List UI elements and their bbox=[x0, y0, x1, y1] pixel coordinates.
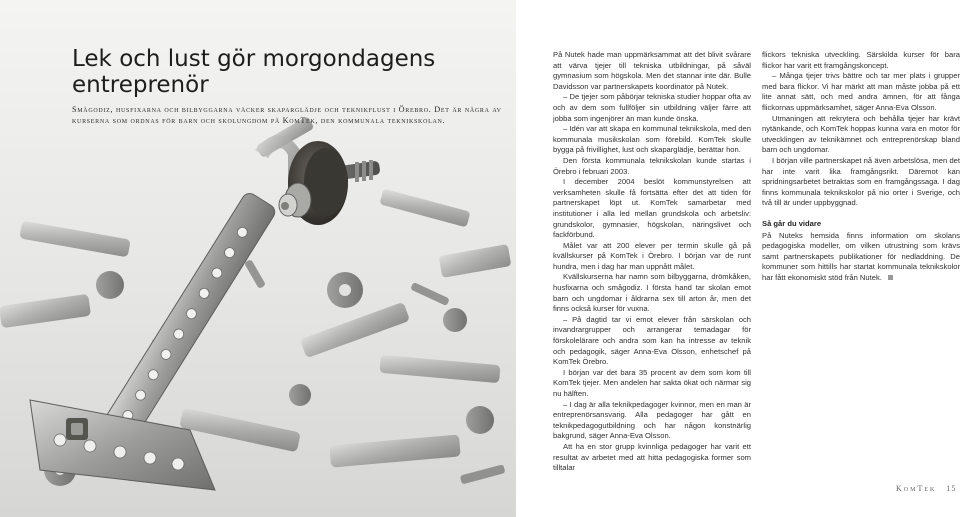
paragraph: Att ha en stor grupp kvinnliga pedagoger har varit ett resultat av arbetet med att hitta pedagogiska former som tilltalar bbox=[553, 441, 751, 473]
paragraph: – På dagtid tar vi emot elever från särskolan och invandrargrupper och arrangerar temadagar för förskolelärare och andra som kan ha intresse av teknik och pedagogik, säger Anna-Eva Olsson, enhetschef på KomTek Örebro. bbox=[553, 314, 751, 367]
article-headline: Lek och lust gör morgondagens entreprenör bbox=[72, 46, 436, 98]
article-deck: Smågodiz, husfixarna och bilbyggarna väcker skaparglädje och teknikflust i Örebro. Det är några av kurserna som ordnas för barn och skolungdom på KomTek, den kommunala teknikskolan. bbox=[72, 105, 502, 125]
paragraph: I december 2004 beslöt kommunstyrelsen att verksamheten skulle få fortsätta efter det att tiden för partnerskapet löpt ut. KomTek samarbetar med institutioner i alla led mellan grundskola och arbetsliv: grundskolor, gymnasier, högskolan, näringslivet och fackförbund. bbox=[553, 177, 751, 240]
subheading: Så går du vidare bbox=[762, 218, 822, 228]
paragraph: – De tjejer som påbörjar tekniska studier hoppar ofta av och av dem som fullföljer sin utbildning väljer färre att jobba som ingenjörer än man kunde önska. bbox=[553, 92, 751, 123]
paragraph: flickors tekniska utveckling. Särskilda kurser för bara flickor har varit ett framgångskoncept. bbox=[762, 50, 960, 70]
text-page bbox=[516, 0, 960, 517]
paragraph: Målet var att 200 elever per termin skulle gå på kvällskurser på KomTek i Örebro. I början var de runt hundra, men i dag har man uppnått målet. bbox=[553, 240, 751, 271]
text-column-1 bbox=[553, 50, 751, 474]
paragraph: På Nutek hade man uppmärksammat att det blivit svårare att värva tjejer till tekniska utbildningar, på såväl gymnasium som högskola. Men det stannar inte där. Bulle Davidsson var partnerskapets koordinator på Nutek. bbox=[553, 50, 751, 91]
end-mark-icon bbox=[888, 275, 893, 280]
paragraph: I början ville partnerskapet nå även arbetslösa, men det har inte varit lika framgångsrikt. Däremot kan spridningsarbetet betraktas som en framgångssaga. I dag finns kommunala teknikskolor på nio orter i Sverige, och två till är under uppbyggnad. bbox=[762, 155, 960, 208]
paragraph: Kvällskurserna har namn som bilbyggarna, drömkåken, husfixarna och smågodiz. I första hand tar skolan emot barn och ungdomar i åldrarna sex till arton år, men det finns också kurser för vuxna. bbox=[553, 272, 751, 314]
closing-text: På Nuteks hemsida finns information om skolans pedagogiska modeller, om vilken utrustning som krävs samt partnerskapets publikationer för nedladdning. De kommuner som hittills har startat kommunala teknikskolor har fått ekonomiskt stöd från Nutek. bbox=[762, 230, 960, 282]
paragraph: – Många tjejer trivs bättre och tar mer plats i grupper med bara flickor. Vi har märkt att man måste jobba på ett lite annat sätt, och med andra ämnen, för att fånga flickornas uppmärksamhet, säger Anna-Eva Olsson. bbox=[762, 71, 960, 112]
paragraph: Utmaningen att rekrytera och behålla tjejer har krävt nytänkande, och KomTek hoppas kunna vara en motor för utvecklingen av teknikämnet och entreprenörskap bland barn och ungdomar. bbox=[762, 113, 960, 155]
footer-brand: KomTek bbox=[896, 484, 937, 493]
paragraph: I början var det bara 35 procent av dem som kom till KomTek tjejer. Men andelen har sakta ökat och närmar sig nu hälften. bbox=[553, 367, 751, 398]
paragraph: – Idén var att skapa en kommunal teknikskola, med den kommunala musikskolan som förebild. KomTek skulle bygga på frivillighet, lust och skaparglädje, berättar hon. bbox=[553, 124, 751, 155]
closing-paragraph bbox=[762, 231, 960, 284]
paragraph: Den första kommunala teknikskolan kunde startas i Örebro i februari 2003. bbox=[553, 155, 751, 176]
page-number: 15 bbox=[946, 484, 957, 493]
paragraph: – I dag är alla teknikpedagoger kvinnor, men en man är entreprenörsansvarig. Alla pedagoger har gått en teknikpedagogutbildning och har någon konstnärlig bakgrund, säger Anna-Eva Olsson. bbox=[553, 399, 751, 441]
text-column-2 bbox=[762, 50, 960, 283]
page-footer bbox=[896, 484, 956, 493]
